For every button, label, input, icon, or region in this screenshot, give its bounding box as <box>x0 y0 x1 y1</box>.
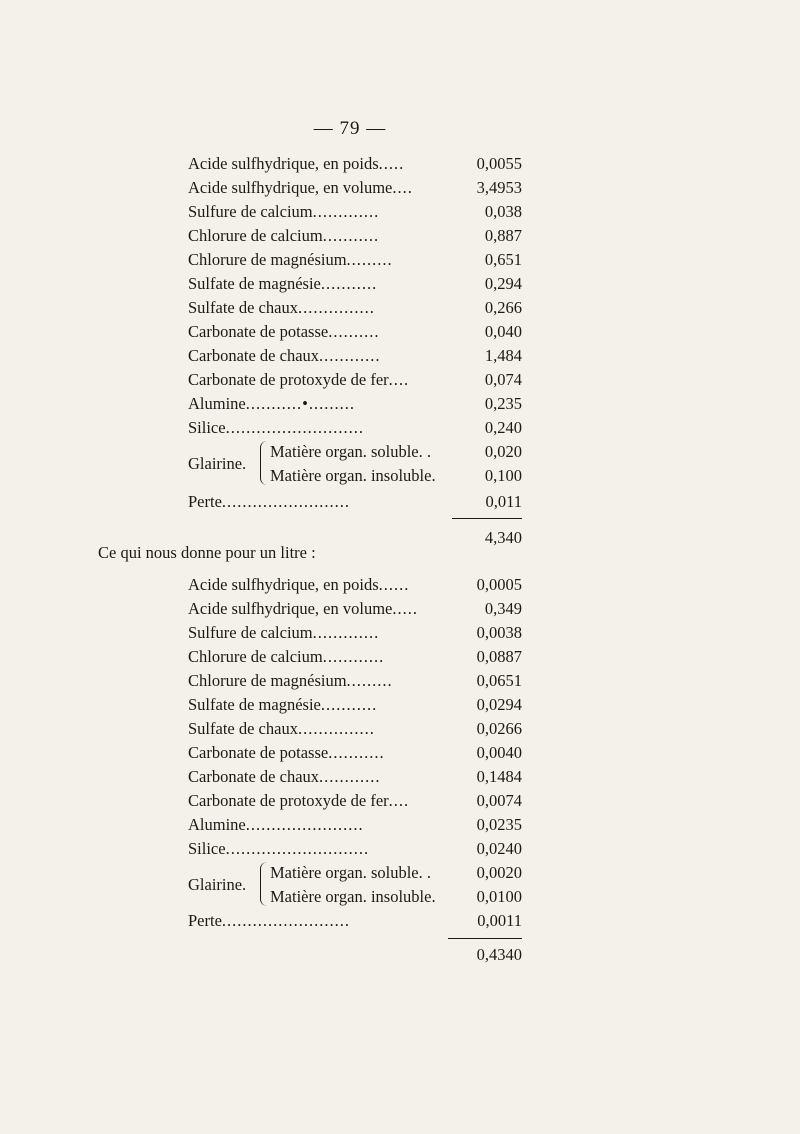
intro-text: Ce qui nous donne pour un litre : <box>98 543 316 562</box>
leader-dots: ............ <box>322 647 385 666</box>
row-value: 0,0294 <box>476 695 522 714</box>
row-label: Carbonate de potasse <box>188 322 329 341</box>
leader-dots: ........... <box>328 743 385 762</box>
glairine-insoluble-value: 0,100 <box>484 466 522 485</box>
table-row <box>188 789 528 813</box>
glairine-soluble-label: Matière organ. soluble. . <box>270 863 431 882</box>
row-value: 0,0235 <box>476 815 522 834</box>
glairine-label: Glairine. <box>188 875 247 894</box>
total-value: 0,4340 <box>476 945 522 964</box>
row-label: Carbonate de protoxyde de fer <box>188 370 389 389</box>
leader-dots: ......... <box>346 250 393 269</box>
leader-dots: .... <box>392 178 413 197</box>
row-value: 0,235 <box>484 394 522 413</box>
leader-dots: ...........•......... <box>245 394 356 413</box>
analysis-table-per-litre <box>188 573 528 933</box>
leader-dots: ..... <box>378 154 405 173</box>
row-label: Acide sulfhydrique, en poids <box>188 575 379 594</box>
row-value: 0,0074 <box>476 791 522 810</box>
row-label: Sulfure de calcium <box>188 623 313 642</box>
table-row-perte <box>188 490 528 514</box>
table-row <box>188 224 528 248</box>
table-row <box>188 597 528 621</box>
page-number: — 79 — <box>313 118 387 139</box>
leader-dots: ....................... <box>245 815 364 834</box>
row-value: 0,240 <box>484 418 522 437</box>
table-row <box>188 573 528 597</box>
row-label: Carbonate de protoxyde de fer <box>188 791 389 810</box>
glairine-insoluble-label: Matière organ. insoluble. <box>270 887 436 906</box>
leader-dots: ............ <box>319 767 381 786</box>
brace-mark <box>260 441 268 485</box>
row-label: Alumine <box>188 394 246 413</box>
glairine-soluble-value: 0,0020 <box>476 863 522 882</box>
glairine-soluble-label: Matière organ. soluble. . <box>270 442 431 461</box>
leader-dots: ......................... <box>221 911 351 930</box>
leader-dots: ............. <box>312 202 380 221</box>
table-row <box>188 152 528 176</box>
row-value: 0,0055 <box>476 154 522 173</box>
table-row <box>188 765 528 789</box>
row-label: Carbonate de chaux <box>188 767 320 786</box>
row-label: Chlorure de calcium <box>188 226 323 245</box>
table-row <box>188 693 528 717</box>
table-row <box>188 200 528 224</box>
leader-dots: .... <box>388 791 410 810</box>
row-label: Perte <box>188 911 222 930</box>
leader-dots: ............. <box>312 623 380 642</box>
row-value: 0,011 <box>485 492 522 511</box>
row-label: Sulfate de chaux <box>188 298 298 317</box>
row-label: Silice <box>188 839 226 858</box>
table-row <box>188 392 528 416</box>
leader-dots: ............... <box>297 298 375 317</box>
table-row <box>188 621 528 645</box>
table-row <box>188 837 528 861</box>
leader-dots: ............................ <box>225 839 370 858</box>
leader-dots: ......... <box>346 671 393 690</box>
leader-dots: ........... <box>322 226 380 245</box>
glairine-group <box>188 861 528 909</box>
table-row <box>188 645 528 669</box>
table-row <box>188 176 528 200</box>
row-label: Chlorure de magnésium <box>188 671 347 690</box>
row-value: 1,484 <box>484 346 522 365</box>
row-value: 0,0651 <box>476 671 522 690</box>
table-row <box>188 368 528 392</box>
row-value: 0,294 <box>484 274 522 293</box>
row-value: 0,074 <box>484 370 522 389</box>
leader-dots: ..... <box>392 599 418 618</box>
row-label: Sulfate de magnésie <box>188 274 321 293</box>
row-value: 0,038 <box>484 202 522 221</box>
table-row <box>188 344 528 368</box>
row-value: 0,040 <box>484 322 522 341</box>
row-value: 0,0266 <box>476 719 522 738</box>
table-row <box>188 416 528 440</box>
row-label: Perte <box>188 492 222 511</box>
row-label: Alumine <box>188 815 246 834</box>
glairine-insoluble-value: 0,0100 <box>476 887 522 906</box>
table-row <box>188 272 528 296</box>
row-value: 0,1484 <box>476 767 522 786</box>
leader-dots: ............ <box>319 346 381 365</box>
table-row <box>188 669 528 693</box>
row-value: 0,0887 <box>476 647 522 666</box>
leader-dots: .... <box>388 370 410 389</box>
row-label: Carbonate de potasse <box>188 743 329 762</box>
glairine-label: Glairine. <box>188 454 247 473</box>
glairine-insoluble-label: Matière organ. insoluble. <box>270 466 436 485</box>
glairine-soluble-value: 0,020 <box>484 442 522 461</box>
row-value: 0,0005 <box>476 575 522 594</box>
table-row-perte <box>188 909 528 933</box>
row-label: Chlorure de magnésium <box>188 250 347 269</box>
total-value: 4,340 <box>484 528 522 547</box>
glairine-group <box>188 440 528 488</box>
leader-dots: ............... <box>297 719 375 738</box>
table-row <box>188 813 528 837</box>
row-label: Sulfure de calcium <box>188 202 313 221</box>
row-value: 0,349 <box>484 599 522 618</box>
table-row <box>188 741 528 765</box>
row-label: Sulfate de chaux <box>188 719 298 738</box>
row-value: 0,266 <box>484 298 522 317</box>
leader-dots: ...... <box>378 575 410 594</box>
row-label: Acide sulfhydrique, en volume <box>188 599 393 618</box>
row-label: Acide sulfhydrique, en volume <box>188 178 393 197</box>
leader-dots: ........................... <box>225 418 364 437</box>
row-label: Carbonate de chaux <box>188 346 320 365</box>
row-value: 3,4953 <box>476 178 522 197</box>
table-row <box>188 296 528 320</box>
row-label: Sulfate de magnésie <box>188 695 321 714</box>
leader-dots: ........... <box>320 695 378 714</box>
table-row <box>188 248 528 272</box>
sum-rule <box>452 518 522 519</box>
row-value: 0,887 <box>484 226 522 245</box>
row-label: Chlorure de calcium <box>188 647 323 666</box>
row-value: 0,0038 <box>476 623 522 642</box>
row-label: Acide sulfhydrique, en poids <box>188 154 379 173</box>
brace-mark <box>260 862 268 906</box>
sum-rule <box>448 938 522 939</box>
leader-dots: ......................... <box>221 492 351 511</box>
row-value: 0,0011 <box>477 911 522 930</box>
leader-dots: ........... <box>320 274 378 293</box>
leader-dots: .......... <box>328 322 380 341</box>
row-value: 0,0040 <box>476 743 522 762</box>
row-value: 0,651 <box>484 250 522 269</box>
row-label: Silice <box>188 418 226 437</box>
analysis-table-total <box>188 152 528 514</box>
row-value: 0,0240 <box>476 839 522 858</box>
table-row <box>188 320 528 344</box>
table-row <box>188 717 528 741</box>
